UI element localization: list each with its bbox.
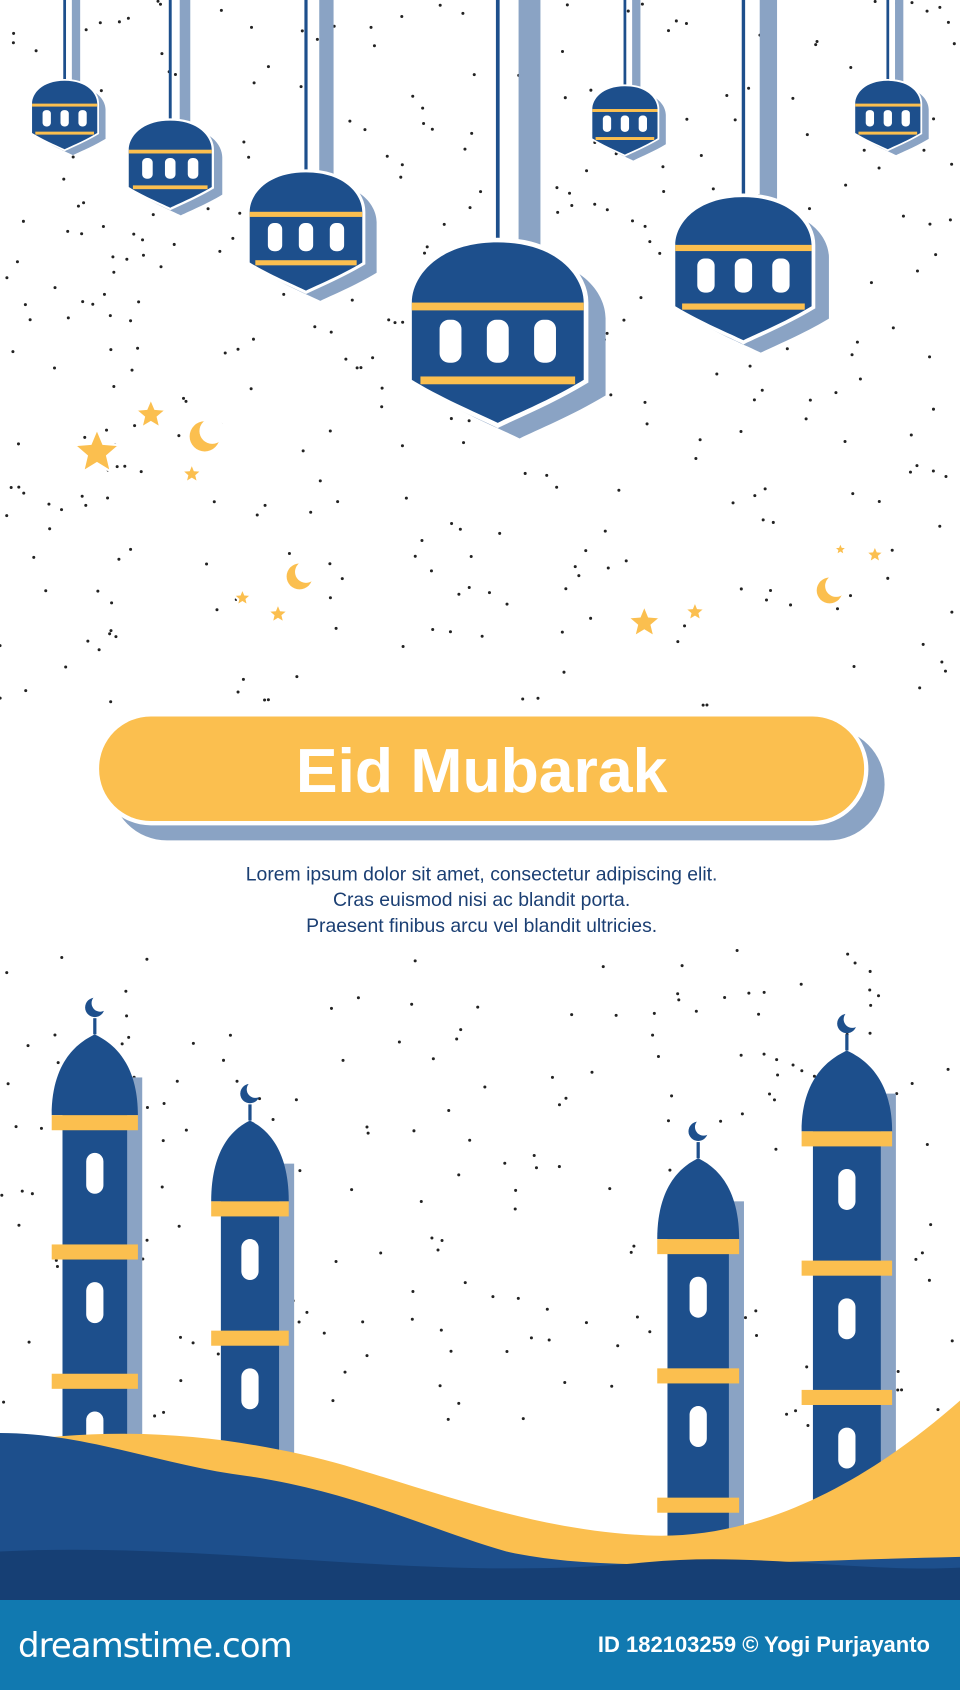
lantern-icon: [32, 0, 105, 155]
minaret: [52, 994, 143, 1476]
lantern-icon: [129, 0, 223, 215]
star-icon: [685, 601, 705, 621]
star-icon: [74, 429, 119, 472]
image-credit: ID 182103259 © Yogi Purjayanto: [597, 1632, 930, 1657]
lantern-icon: [412, 0, 606, 438]
dreamstime-logo[interactable]: dreamstime.com: [18, 1626, 292, 1666]
body-text: [246, 863, 718, 937]
title-banner: [95, 713, 885, 840]
body-line-2: Cras euismod nisi ac blandit porta.: [332, 889, 631, 912]
star-icon: [233, 588, 252, 606]
body-line-1: Lorem ipsum dolor sit amet, consectetur adipiscing elit.: [245, 863, 718, 886]
crescent-moon-icon: [817, 575, 847, 603]
banner-title: Eid Mubarak: [295, 735, 668, 806]
lantern-icon: [675, 0, 829, 353]
footer-bar: [0, 1600, 960, 1690]
crescent-moon-icon: [190, 418, 225, 451]
minaret: [657, 1118, 744, 1576]
star-icon: [628, 606, 661, 637]
minaret: [802, 1011, 896, 1530]
lantern-icon: [855, 0, 928, 155]
minaret: [211, 1081, 294, 1466]
hanging-lanterns: [32, 0, 929, 438]
star-icon: [833, 542, 847, 556]
star-icon: [135, 399, 166, 428]
crescent-moon-icon: [287, 561, 317, 589]
star-icon: [268, 603, 288, 623]
lantern-icon: [592, 0, 665, 161]
lantern-icon: [250, 0, 377, 301]
stars-and-moons: [74, 399, 884, 637]
body-line-3: Praesent finibus arcu vel blandit ultricies.: [306, 914, 658, 937]
star-icon: [866, 545, 885, 563]
star-icon: [182, 463, 202, 483]
